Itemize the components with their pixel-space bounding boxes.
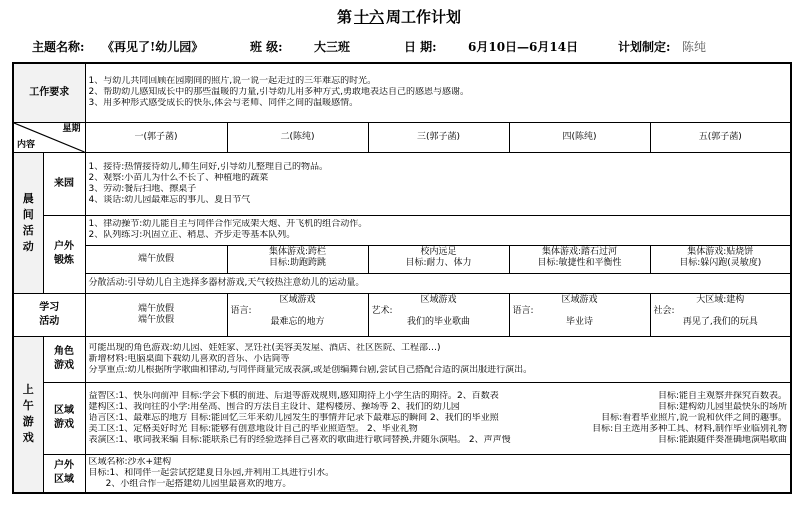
area-row-math: 益智区:1、快乐向前冲 目标:学会下棋的前进、后退等游戏规则,感知期待上小学生活的期待。2、百数表 目标:能自主观察并探究百数表。: [88, 390, 788, 401]
outdoor-game-thu: 集体游戏:踏石过河 目标:敏捷性和平衡性: [509, 245, 650, 273]
weekly-plan-table: [12, 62, 792, 494]
area-row-performance: 表演区:1、歌词我来编 目标:能联系已有的经验选择自己喜欢的歌曲进行歌词替换,并随乐演唱。 2、声声慢 目标:能跟随伴奏准确地演唱歌曲: [88, 434, 788, 445]
date-value: 6月10日—6月14日: [468, 40, 579, 54]
study-tue: 区域游戏 语言: 最难忘的地方: [227, 293, 368, 336]
class-value: 大三班: [314, 40, 351, 54]
study-fri: 大区域:建构 社会: 再见了,我们的玩具: [650, 293, 791, 336]
day-tuesday: 二(陈纯): [227, 122, 368, 152]
date-label: 日 期:: [404, 40, 437, 54]
outdoor-exercise-label: 户外锻炼: [43, 215, 85, 293]
outdoor-area-label: 户外区域: [43, 454, 85, 493]
role-play-content: 可能出现的角色游戏:幼儿园、娃娃家、烹饪社(美容美发屋、酒店、社区医院、工程部…) 新增材料:电脑桌面下载幼儿喜欢的音乐、小话筒等 分享重点:幼儿根据所学歌曲和律动,与同伴商量完成表演,或是创编舞台剧,尝试自己搭配合适的演出服进行演出。: [85, 336, 791, 382]
work-requirements: 1、与幼儿共同回顾在园期间的照片,说一说一起走过的三年难忘的时光。 2、帮助幼儿感知成长中的那些温暖的力量,引导幼儿用多种方式,勇敢地表达自己的感恩与感谢。 3、用多种形式感受成长的快乐,体会与老师、同伴之间的温暖感情。: [85, 63, 791, 122]
work-requirements-label: 工作要求: [13, 63, 85, 122]
study-activity-label: 学习活动: [13, 293, 85, 336]
scatter-activity: 分散活动:引导幼儿自主选择多器材游戏,天气较热注意幼儿的运动量。: [85, 273, 791, 293]
study-wed: 区域游戏 艺术: 我们的毕业歌曲: [368, 293, 509, 336]
outdoor-game-wed: 校内远足 目标:耐力、体力: [368, 245, 509, 273]
area-row-language: 语言区:1、最难忘的地方 目标:能回忆三年来幼儿园发生的事情并记录下最难忘的瞬间 2、我们的毕业照 目标:看着毕业照片,说一说和伙伴之间的趣事。: [88, 412, 788, 423]
teacher-label: 计划制定:: [618, 40, 671, 54]
outdoor-exercise-content: 1、律动操节:幼儿能自主与同伴合作完成架大炮、开飞机的组合动作。 2、队列练习:巩固立正、稍息、齐步走等基本队列。: [85, 215, 791, 245]
study-thu: 区域游戏 语言: 毕业诗: [509, 293, 650, 336]
day-wednesday: 三(郭子菡): [368, 122, 509, 152]
day-thursday: 四(陈纯): [509, 122, 650, 152]
theme-label: 主题名称:: [32, 40, 85, 54]
area-game-content: [85, 382, 791, 454]
area-game-label: 区域游戏: [43, 382, 85, 454]
day-monday: 一(郭子菡): [85, 122, 227, 152]
arrival-content: 1、接待:热情接待幼儿,师生问好,引导幼儿整理自己的物品。 2、观察:小苗儿为什么不长了、种植地的蔬菜 3、劳动:餐后扫地、擦桌子 4、谈话:幼儿园最难忘的事儿、夏日节气: [85, 152, 791, 215]
outdoor-day1: 端午放假: [85, 245, 227, 273]
morning-activity-label: 晨间活动: [13, 152, 43, 293]
week-number: 十六: [353, 8, 384, 26]
forenoon-game-label: 上午游戏: [13, 336, 43, 493]
area-row-build: 建构区:1、我向往的小学:用垒高、围合的方法自主设计、建构楼房、操场等 2、我们的幼儿园 目标:建构幼儿园里最快乐的场所: [88, 401, 788, 412]
outdoor-area-content: 区域名称:沙水+建构 目标:1、和同伴一起尝试挖建夏日乐园,并利用工具进行引水。 2、小组合作一起搭建幼儿园里最喜欢的地方。: [85, 454, 791, 493]
outdoor-game-tue: 集体游戏:跨栏 目标:助跑跨跳: [227, 245, 368, 273]
outdoor-game-fri: 集体游戏:贴烧饼 目标:躲闪跑(灵敏度): [650, 245, 791, 273]
study-day1: 端午放假 端午放假: [85, 293, 227, 336]
arrival-label: 来园: [43, 152, 85, 215]
page-title: 第 十六 周工作计划: [336, 8, 462, 26]
area-row-art: 美工区:1、定格美好时光 目标:能够有创意地设计自己的毕业照造型。 2、毕业礼物 目标:自主选用多种工具、材料,制作毕业临别礼物: [88, 423, 788, 434]
role-play-label: 角色游戏: [43, 336, 85, 382]
theme-value: 《再见了!幼儿园》: [102, 40, 204, 54]
weekday-content-corner: 星期 内容: [13, 122, 85, 152]
class-label: 班 级:: [250, 40, 283, 54]
teacher-value: 陈纯: [682, 40, 707, 54]
day-friday: 五(郭子菡): [650, 122, 791, 152]
